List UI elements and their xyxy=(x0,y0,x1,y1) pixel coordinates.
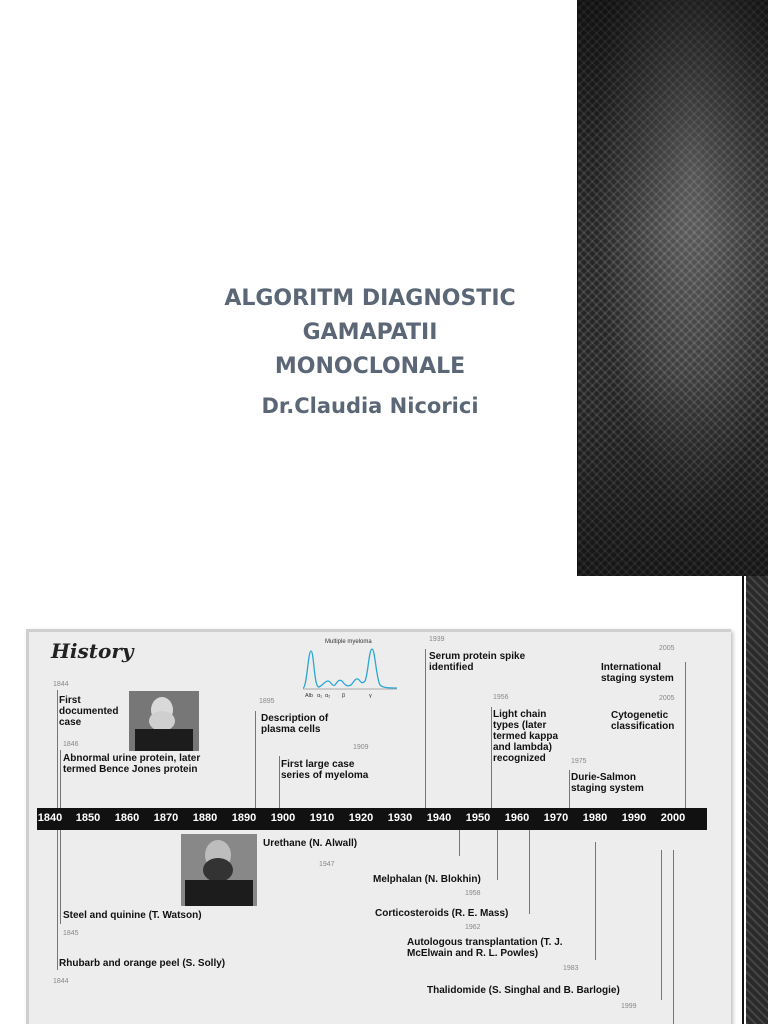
history-slide xyxy=(0,576,768,1024)
inset-axis-label: α₁ xyxy=(317,693,323,699)
axis-tick-label: 1970 xyxy=(543,812,569,824)
event-label: First large case series of myeloma xyxy=(281,759,369,781)
event-label: Light chain types (later termed kappa and lambda) recognized xyxy=(493,709,559,764)
inset-axis-label: γ xyxy=(369,693,372,699)
inset-title: Multiple myeloma xyxy=(325,639,372,645)
event-year: 1909 xyxy=(353,744,369,751)
axis-tick-label: 1920 xyxy=(348,812,374,824)
event-year: 1983 xyxy=(563,965,579,972)
event-label: Melphalan (N. Blokhin) xyxy=(373,874,481,885)
axis-tick-label: 1950 xyxy=(465,812,491,824)
event-label: Steel and quinine (T. Watson) xyxy=(63,910,202,921)
event-label: Abnormal urine protein, later termed Bence Jones protein xyxy=(63,753,201,775)
event-label: Description of plasma cells xyxy=(261,713,329,735)
title-block xyxy=(170,282,570,418)
connector-line xyxy=(425,649,426,808)
timeline-axis xyxy=(37,808,707,830)
axis-tick-label: 1860 xyxy=(114,812,140,824)
event-label: First documented case xyxy=(59,695,119,728)
axis-tick-label: 1900 xyxy=(270,812,296,824)
axis-tick-label: 1840 xyxy=(37,812,63,824)
border-stripe xyxy=(742,576,744,1024)
event-year: 1844 xyxy=(53,978,69,985)
connector-line xyxy=(57,690,58,808)
event-label: Thalidomide (S. Singhal and B. Barlogie) xyxy=(427,985,620,996)
connector-line xyxy=(661,850,662,1000)
connector-line xyxy=(57,830,58,970)
spep-inset-chart xyxy=(297,635,401,701)
inset-axis-label: α₂ xyxy=(325,693,331,699)
axis-tick-label: 1960 xyxy=(504,812,530,824)
connector-line xyxy=(529,830,530,914)
connector-line xyxy=(279,756,280,808)
event-year: 2005 xyxy=(659,645,675,652)
connector-line xyxy=(497,830,498,880)
portrait-photo xyxy=(181,834,257,906)
event-year: 1999 xyxy=(621,1003,637,1010)
connector-line xyxy=(673,850,674,1024)
axis-tick-label: 1910 xyxy=(309,812,335,824)
connector-line xyxy=(255,711,256,808)
connector-line xyxy=(459,830,460,856)
event-year: 1962 xyxy=(465,924,481,931)
title-line: ALGORITM DIAGNOSTIC xyxy=(224,286,516,311)
title-line: MONOCLONALE xyxy=(274,354,466,379)
axis-tick-label: 1870 xyxy=(153,812,179,824)
carbon-fiber-panel xyxy=(578,0,768,576)
event-label: Serum protein spike identified xyxy=(429,651,526,673)
event-year: 1947 xyxy=(319,861,335,868)
carbon-fiber-panel xyxy=(746,576,768,1024)
event-year: 1958 xyxy=(465,890,481,897)
event-label: Durie-Salmon staging system xyxy=(571,772,644,794)
inset-axis-label: β xyxy=(342,693,346,699)
axis-tick-label: 2000 xyxy=(660,812,686,824)
connector-line xyxy=(491,707,492,808)
event-label: Autologous transplantation (T. J. McElwain and R. L. Powles) xyxy=(407,937,563,959)
axis-tick-label: 1930 xyxy=(387,812,413,824)
event-year: 1844 xyxy=(53,681,69,688)
history-timeline-figure xyxy=(26,629,731,1024)
event-label: Urethane (N. Alwall) xyxy=(263,838,358,849)
event-year: 1939 xyxy=(429,636,445,643)
event-label: Cytogenetic classification xyxy=(611,710,675,732)
connector-line xyxy=(60,830,61,924)
event-year: 1895 xyxy=(259,698,275,705)
connector-line xyxy=(595,842,596,960)
connector-line xyxy=(569,770,570,808)
event-year: 1846 xyxy=(63,741,79,748)
figure-heading: History xyxy=(51,639,134,663)
connector-line xyxy=(60,750,61,808)
event-year: 1956 xyxy=(493,694,509,701)
inset-axis-label: Alb xyxy=(305,693,313,699)
event-year: 1975 xyxy=(571,758,587,765)
axis-tick-label: 1940 xyxy=(426,812,452,824)
axis-tick-label: 1880 xyxy=(192,812,218,824)
event-label: Rhubarb and orange peel (S. Solly) xyxy=(59,958,226,969)
event-label: Corticosteroids (R. E. Mass) xyxy=(375,908,509,919)
axis-tick-label: 1850 xyxy=(75,812,101,824)
axis-tick-label: 1990 xyxy=(621,812,647,824)
axis-tick-label: 1890 xyxy=(231,812,257,824)
author-name: Dr.Claudia Nicorici xyxy=(261,394,479,418)
portrait-photo xyxy=(129,691,199,751)
axis-tick-label: 1980 xyxy=(582,812,608,824)
event-year: 1845 xyxy=(63,930,79,937)
title-line: GAMAPATII xyxy=(302,320,438,345)
event-year: 2005 xyxy=(659,695,675,702)
spep-curve xyxy=(303,649,397,688)
event-label: International staging system xyxy=(601,662,674,684)
